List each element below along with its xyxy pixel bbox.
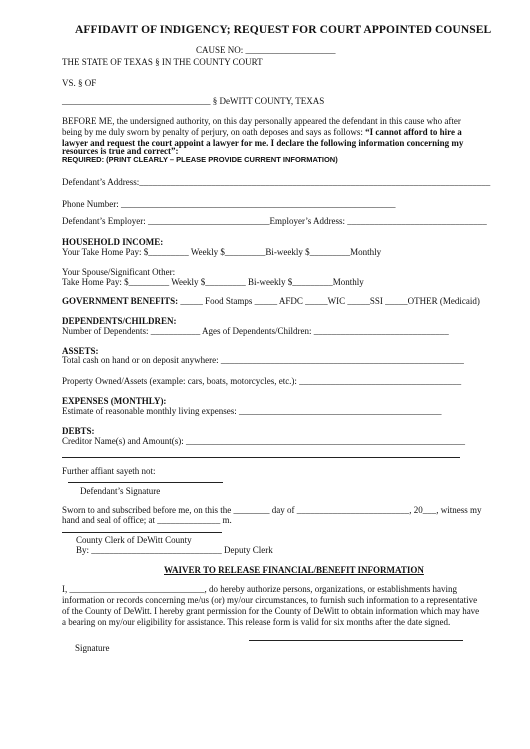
county-line: _________________________________ § DeWITT COUNTY, TEXAS: [62, 96, 325, 106]
waiver-line-1[interactable]: I, ______________________________, do hereby authorize persons, organizations, or establishments having: [62, 584, 458, 594]
required-note: REQUIRED: (PRINT CLEARLY – PLEASE PROVIDE CURRENT INFORMATION): [62, 155, 338, 164]
employer-field[interactable]: Defendant’s Employer: ___________________________Employer’s Address: _______________________________: [62, 216, 487, 226]
dependents-field[interactable]: Number of Dependents: ___________ Ages of Dependents/Children: ______________________________: [62, 326, 449, 336]
clerk-signature-line[interactable]: [62, 532, 222, 533]
before-me-line-3: lawyer and request the court appoint a lawyer for me. I declare the following information concerning my: [62, 138, 464, 148]
phone-number-field[interactable]: Phone Number: _____________________________________________________________: [62, 199, 396, 209]
defendant-address-field[interactable]: Defendant’s Address:______________________________________________________________________________: [62, 177, 491, 187]
defendant-signature-line[interactable]: [68, 482, 223, 483]
household-income-heading: HOUSEHOLD INCOME:: [62, 237, 164, 247]
vs-line: VS. § OF: [62, 78, 97, 88]
property-owned-field[interactable]: Property Owned/Assets (example: cars, boats, motorcycles, etc.): ____________________________________: [62, 376, 462, 386]
before-me-line-2-text: being by me duly sworn by penalty of perjury, on oath deposes and says as follows:: [62, 127, 366, 137]
government-benefits-heading: GOVERNMENT BENEFITS:: [62, 296, 179, 306]
assets-heading: ASSETS:: [62, 346, 99, 356]
deputy-clerk-field[interactable]: By: _____________________________ Deputy Clerk: [76, 545, 273, 555]
dependents-heading: DEPENDENTS/CHILDREN:: [62, 316, 177, 326]
county-clerk-label: County Clerk of DeWitt County: [76, 535, 192, 545]
expenses-heading: EXPENSES (MONTHLY):: [62, 396, 167, 406]
page-title: AFFIDAVIT OF INDIGENCY; REQUEST FOR COURT APPOINTED COUNSEL: [75, 24, 492, 36]
spouse-take-home-pay-field[interactable]: Take Home Pay: $_________ Weekly $_________ Bi-weekly $_________Monthly: [62, 277, 364, 287]
cash-on-hand-field[interactable]: Total cash on hand or on deposit anywhere: ______________________________________________________: [62, 355, 464, 365]
before-me-line-1: BEFORE ME, the undersigned authority, on this day personally appeared the defendant in this cause who after: [62, 116, 461, 126]
government-benefits-options[interactable]: _____ Food Stamps _____ AFDC _____WIC _____SSI _____OTHER (Medicaid): [178, 296, 480, 306]
creditors-field[interactable]: Creditor Name(s) and Amount(s): ______________________________________________________________: [62, 436, 465, 446]
waiver-heading: WAIVER TO RELEASE FINANCIAL/BENEFIT INFORMATION: [164, 565, 424, 575]
take-home-pay-field[interactable]: Your Take Home Pay: $_________ Weekly $_________Bi-weekly $_________Monthly: [62, 247, 382, 257]
waiver-line-4: a bearing on my/our eligibility for assistance. This release form is valid for six months after the date signed.: [62, 617, 451, 627]
further-affiant-text: Further affiant sayeth not:: [62, 466, 156, 476]
before-me-line-2-bold: “I cannot afford to hire a: [365, 127, 462, 137]
government-benefits-row[interactable]: [62, 296, 480, 306]
spouse-label: Your Spouse/Significant Other:: [62, 267, 176, 277]
defendant-signature-label: Defendant’s Signature: [80, 486, 161, 496]
sworn-line-1[interactable]: Sworn to and subscribed before me, on this the ________ day of _________________________, 20___, witness my: [62, 505, 482, 515]
before-me-line-2: [62, 127, 462, 138]
state-line: THE STATE OF TEXAS § IN THE COUNTY COURT: [62, 57, 263, 67]
creditors-extra-line[interactable]: [62, 457, 460, 458]
debts-heading: DEBTS:: [62, 426, 95, 436]
sworn-line-2[interactable]: hand and seal of office; at ______________ m.: [62, 515, 232, 525]
waiver-line-3: of the County of DeWitt. I hereby grant permission for the County of DeWitt to obtain information which may have: [62, 606, 480, 616]
before-me-line-4: resources is true and correct”:: [62, 146, 179, 156]
monthly-expenses-field[interactable]: Estimate of reasonable monthly living expenses: _____________________________________________: [62, 406, 442, 416]
cause-number: CAUSE NO: ____________________: [196, 45, 336, 55]
waiver-signature-label: Signature: [75, 643, 110, 653]
waiver-line-2: information or records concerning me/us (or) my/our circumstances, to furnish such information to a representative: [62, 595, 478, 605]
waiver-signature-line[interactable]: [249, 640, 463, 641]
